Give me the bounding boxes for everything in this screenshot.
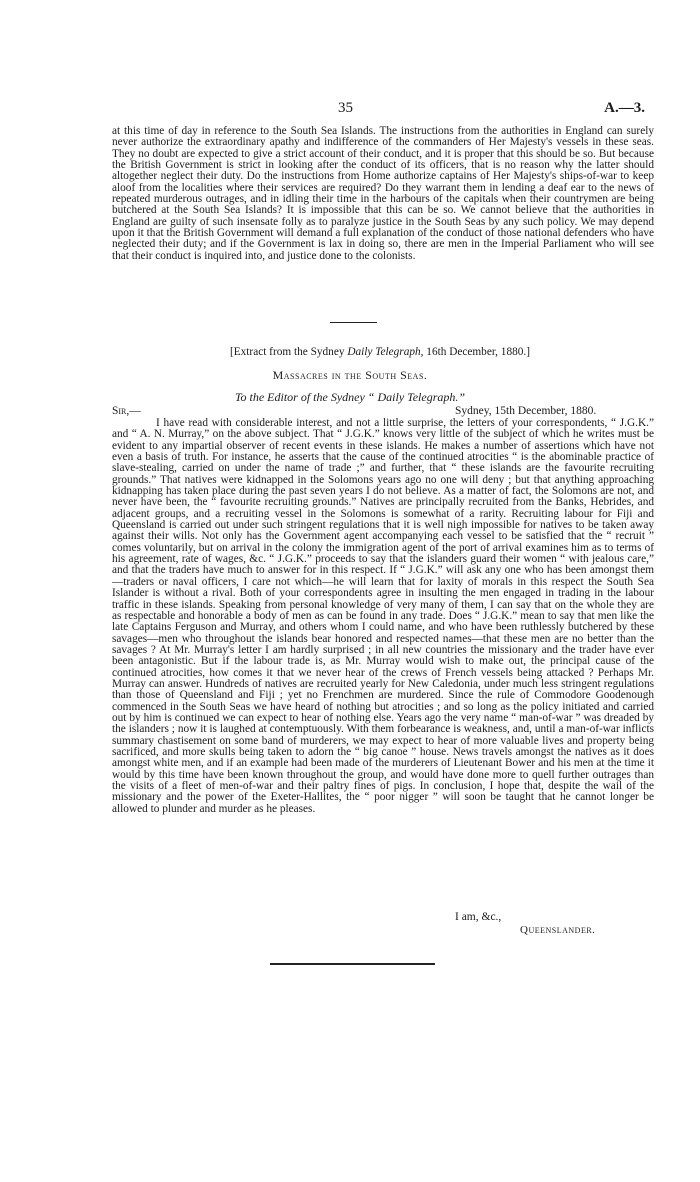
letter-salutation: To the Editor of the Sydney “ Daily Telegraph.” <box>234 390 466 404</box>
letter-body: I have read with considerable interest, and not a little surprise, the letters of your correspondents, “ J.G.K.” and “ A. N. Murray,” on the above subject. That “ J.G.K.” knows very little of the subject of which he writes must be evident to any impartial observer of recent events in these islands. He makes a number of assertions which have not even a basis of truth. For instance, he asserts that the cause of the continued atrocities “ is the abominable practice of slave-stealing, carried on under the name of trade ;” and further, that “ these islands are the favourite recruiting grounds.” That natives were kidnapped in the Solomons years ago no one will deny ; but that anything approaching kidnapping has taken place during the past seven years I do not believe. As a matter of fact, the Solomons are not, and never have been, the “ favourite recruiting grounds.” Natives are principally recruited from the Banks, Hebrides, and adjacent groups, and a recruiting vessel in the Solomons is somewhat of a rarity. Recruiting labour for Fiji and Queensland is carried out under such stringent regulations that it is well nigh impossible for natives to be taken away against their wills. Not only has the Government agent accompanying each vessel to be satisfied that the “ recruit ” comes voluntarily, but on arrival in the colony the immigration agent of the port of arrival examines him as to terms of his agreement, rate of wages, &c. “ J.G.K.” proceeds to say that the islanders guard their women “ with jealous care,” and that the traders have much to answer for in this respect. If “ J.G.K.” will ask any one who has been amongst them—traders or naval officers, I care not which—he will learn that for laxity of morals in this respect the South Sea Islander is without a rival. Both of your correspondents agree in insulting the men engaged in trading in the labour traffic in these islands. Speaking from personal knowledge of very many of them, I can say that on the whole they are as respectable and honorable a body of men as can be found in any trade. Does “ J.G.K.” mean to say that men like the late Captains Ferguson and Murray, and others whom I could name, and who have been ruthlessly butchered by these savages—men who throughout the islands bear honored and respected names—that these men are no better than the savages ? At Mr. Murray's letter I am hardly surprised ; in all new countries the missionary and the trader have ever been antagonistic. But if the labour trade is, as Mr. Murray would wish to make out, the principal cause of the continued atrocities, how comes it that we never hear of the crews of French vessels being attacked ? Perhaps Mr. Murray can answer. Hundreds of natives are recruited yearly for New Caledonia, under much less stringent regulations than those of Queensland and Fiji ; yet no Frenchmen are murdered. Since the rule of Commodore Goodenough commenced in the South Seas we have heard of nothing but atrocities ; and so long as the policy initiated and carried out by him is continued we can expect to hear of nothing else. Years ago the very name “ man-of-war ” was dreaded by the islanders ; now it is laughed at contemptuously. With them forbearance is weakness, and, until a man-of-war inflicts summary chastisement on some band of murderers, we may expect to hear of more valuable lives and property being sacrificed, and more skulls being taken to adorn the “ big canoe ” house. News travels amongst the natives as it does amongst white men, and if an example had been made of the murderers of Lieutenant Bower and his men at the time it would by this time have been known throughout the group, and would have done more to quell further outrages than the visits of a fleet of men-of-war and their paltry fines of pigs. In conclusion, I hope that, despite the wail of the missionary and the power of the Exeter-Hallites, the “ poor nigger ” will soon be taught that he cannot longer be allowed to plunder and murder as he pleases. <box>112 417 654 815</box>
article-title: Massacres in the South Seas. <box>272 368 428 382</box>
intro-paragraph: at this time of day in reference to the South Sea Islands. The instructions from the authorities in England can surely never authorize the extraordinary apathy and indifference of the commanders of Her Majesty's vessels in these seas. They no doubt are expected to give a strict account of their conduct, and it is proper that this should be so. But because the British Government is strict in looking after the conduct of its officers, that is no reason why the latter should altogether neglect their duty. Do the instructions from Home authorize captains of Her Majesty's ships-of-war to keep aloof from the localities where their services are required? Do they warrant them in lending a deaf ear to the news of repeated murderous outrages, and in idling their time in the harbours of the capitals when their countrymen are being butchered at the South Sea Islands? It is impossible that this can be so. We cannot believe that the authorities in England are guilty of such insensate folly as to paralyze justice in the South Seas by any such policy. We may depend upon it that the British Government will demand a full explanation of the conduct of those national defenders who have neglected their duty; and if the Government is lax in doing so, there are men in the Imperial Parliament who will see that their conduct is inquired into, and justice done to the colonists. <box>112 125 654 262</box>
end-divider <box>270 963 435 965</box>
letter-signature: Queenslander. <box>520 924 596 936</box>
extract-note <box>0 346 700 358</box>
letter-dateline: Sydney, 15th December, 1880. <box>455 405 597 417</box>
extract-paper: Daily Telegraph <box>347 346 421 358</box>
extract-suffix: , 16th December, 1880.] <box>420 346 530 358</box>
intro-paragraph-block <box>112 126 654 262</box>
letter-closing: I am, &c., <box>455 911 502 923</box>
document-reference: A.—3. <box>604 100 645 116</box>
letter-body-block <box>112 418 654 815</box>
extract-prefix: [Extract from the Sydney <box>229 346 348 358</box>
page-header <box>0 100 700 122</box>
section-divider <box>330 322 377 323</box>
letter-opening: Sir,— <box>112 405 141 417</box>
page-number: 35 <box>338 100 353 116</box>
